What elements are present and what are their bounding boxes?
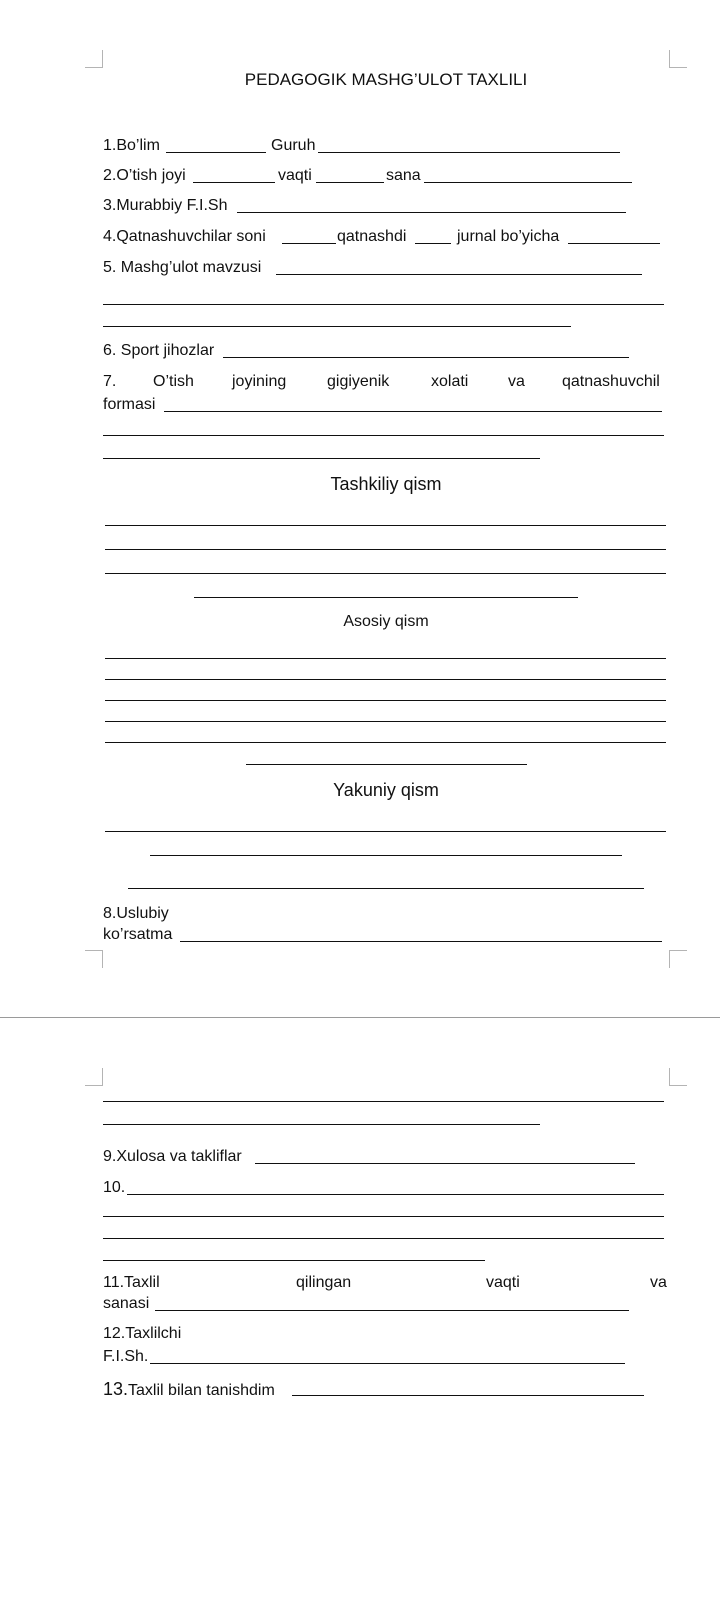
field-formasi-label: formasi [103, 396, 156, 413]
field-sport-jihozlar-label: 6. Sport jihozlar [103, 342, 215, 359]
tashkiliy-line[interactable] [105, 525, 666, 526]
field-taxlilchi-label: 12.Taxlilchi [103, 1325, 182, 1342]
field-tanishdim-label [103, 1379, 275, 1401]
field-bolim-label: 1.Bo’lim [103, 137, 160, 154]
field-xulosa-label: 9.Xulosa va takliflar [103, 1148, 242, 1165]
field-gigiyena-word: O’tish [153, 373, 194, 390]
field-gigiyena-word: 7. [103, 373, 117, 390]
yakuniy-line[interactable] [150, 855, 622, 856]
field-qatnashuvchilar-label: 4.Qatnashuvchilar soni [103, 228, 266, 245]
field-taxlil-word: vaqti [486, 1274, 520, 1291]
field-mavzusi-line[interactable] [276, 274, 642, 275]
margin-corner-mark [85, 1068, 103, 1086]
field-mavzusi-line-3[interactable] [103, 326, 571, 327]
field-mavzusi-line-2[interactable] [103, 304, 664, 305]
field-item10-line-3[interactable] [103, 1238, 664, 1239]
field-mavzusi-label: 5. Mashg’ulot mavzusi [103, 259, 262, 276]
margin-corner-mark [669, 950, 687, 968]
asosiy-line[interactable] [105, 700, 666, 701]
field-sana-label: sana [386, 167, 421, 184]
uslubiy-continuation-line[interactable] [103, 1124, 540, 1125]
tashkiliy-line[interactable] [105, 573, 666, 574]
field-gigiyena-word: joyining [232, 373, 287, 390]
tashkiliy-line[interactable] [105, 549, 666, 550]
asosiy-line[interactable] [246, 764, 527, 765]
field-taxlil-word: va [650, 1274, 667, 1291]
field-sanasi-label: sanasi [103, 1295, 150, 1312]
field-gigiyena-word: gigiyenik [327, 373, 390, 390]
margin-corner-mark [85, 50, 103, 68]
field-formasi-line-2[interactable] [103, 435, 664, 436]
field-qatnashdi-line[interactable] [415, 243, 451, 244]
field-vaqti-label: vaqti [278, 167, 312, 184]
field-sana-line[interactable] [424, 182, 632, 183]
field-qatnashdi-label: qatnashdi [337, 228, 407, 245]
margin-corner-mark [669, 1068, 687, 1086]
tashkiliy-line[interactable] [194, 597, 578, 598]
asosiy-line[interactable] [105, 721, 666, 722]
field-sport-jihozlar-line[interactable] [223, 357, 629, 358]
field-item10-line-2[interactable] [103, 1216, 664, 1217]
field-taxlil-word: 11.Taxlil [103, 1274, 160, 1291]
field-sanasi-line[interactable] [155, 1310, 629, 1311]
field-tanishdim-line[interactable] [292, 1395, 644, 1396]
field-otish-joyi-line[interactable] [193, 182, 275, 183]
field-bolim-line[interactable] [166, 152, 266, 153]
uslubiy-continuation-line[interactable] [103, 1101, 664, 1102]
document-page-2 [0, 1018, 720, 1600]
field-vaqti-line[interactable] [316, 182, 384, 183]
asosiy-line[interactable] [105, 742, 666, 743]
field-uslubiy-label-2: ko’rsatma [103, 926, 173, 943]
field-taxlil-word: qilingan [296, 1274, 352, 1291]
field-tanishdim-number: 13. [103, 1379, 129, 1399]
field-jurnal-label: jurnal bo’yicha [457, 228, 560, 245]
field-uslubiy-line[interactable] [180, 941, 662, 942]
asosiy-line[interactable] [105, 658, 666, 659]
section-yakuniy-heading: Yakuniy qism [333, 780, 439, 800]
section-asosiy-heading: Asosiy qism [343, 613, 429, 630]
field-qatnashuvchilar-line[interactable] [282, 243, 336, 244]
document-title: PEDAGOGIK MASHG’ULOT TAXLILI [244, 70, 528, 89]
field-jurnal-line[interactable] [568, 243, 660, 244]
field-murabbiy-label: 3.Murabbiy F.I.Sh [103, 197, 228, 214]
asosiy-line[interactable] [105, 679, 666, 680]
yakuniy-line[interactable] [128, 888, 644, 889]
field-taxlilchi-label-2: F.I.Sh. [103, 1348, 149, 1365]
field-formasi-line-3[interactable] [103, 458, 540, 459]
section-tashkiliy-heading: Tashkiliy qism [330, 474, 442, 494]
field-gigiyena-word: va [508, 373, 525, 390]
field-tanishdim-text: Taxlil bilan tanishdim [128, 1382, 275, 1399]
margin-corner-mark [669, 50, 687, 68]
field-xulosa-line[interactable] [255, 1163, 635, 1164]
field-guruh-line[interactable] [318, 152, 620, 153]
field-gigiyena-word: qatnashuvchil [562, 373, 660, 390]
field-uslubiy-label: 8.Uslubiy [103, 905, 169, 922]
yakuniy-line[interactable] [105, 831, 666, 832]
field-item10-label: 10. [103, 1179, 126, 1196]
field-item10-line-4[interactable] [103, 1260, 485, 1261]
field-murabbiy-line[interactable] [237, 212, 626, 213]
margin-corner-mark [85, 950, 103, 968]
field-gigiyena-word: xolati [431, 373, 469, 390]
field-otish-joyi-label: 2.O’tish joyi [103, 167, 186, 184]
field-taxlilchi-line[interactable] [150, 1363, 625, 1364]
field-formasi-line[interactable] [164, 411, 662, 412]
field-item10-line[interactable] [127, 1194, 664, 1195]
field-guruh-label: Guruh [271, 137, 316, 154]
